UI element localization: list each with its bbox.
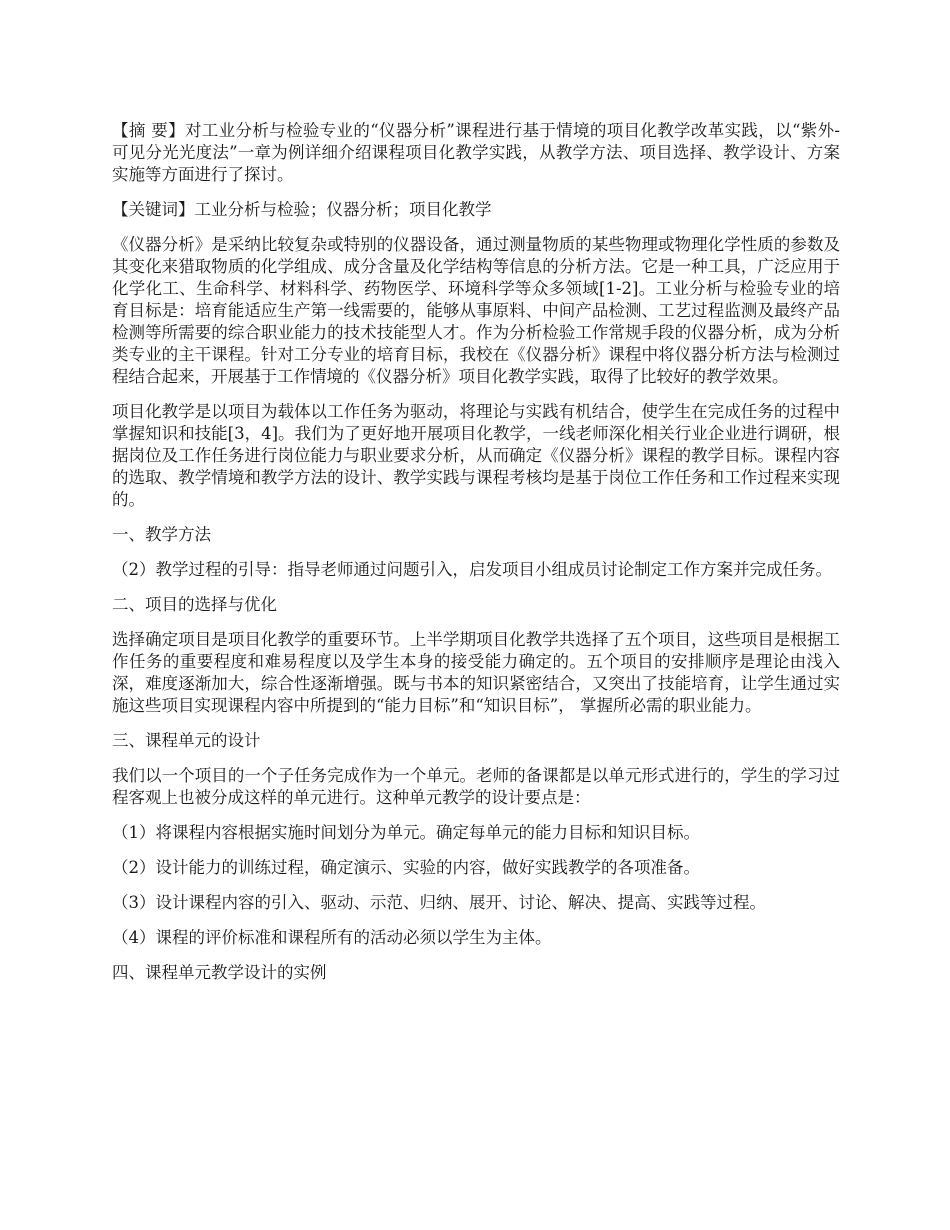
list-item: （1）将课程内容根据实施时间划分为单元。确定每单元的能力目标和知识目标。 bbox=[112, 823, 700, 842]
section-heading-teaching-method: 一、教学方法 bbox=[112, 525, 211, 544]
document-body bbox=[112, 120, 840, 997]
project-teaching-paragraph: 项目化教学是以项目为载体以工作任务为驱动，将理论与实践有机结合，使学生在完成任务的过程中掌握知识和技能[3，4]。我们为了更好地开展项目化教学，一线老师深化相关行业企业进行调研，根据岗位及工作任务进行岗位能力与职业要求分析，从而确定《仪器分析》课程的教学目标。课程内容的选取、教学情境和教学方法的设计、教学实践与课程考核均是基于岗位工作任务和工作过程来实现的。 bbox=[112, 402, 840, 509]
list-item: （4）课程的评价标准和课程所有的活动必须以学生为主体。 bbox=[112, 928, 552, 947]
unit-design-paragraph: 我们以一个项目的一个子任务完成作为一个单元。老师的备课都是以单元形式进行的，学生的学习过程客观上也被分成这样的单元进行。这种单元教学的设计要点是： bbox=[112, 766, 840, 807]
list-item: （2）设计能力的训练过程，确定演示、实验的内容，做好实践教学的各项准备。 bbox=[112, 858, 700, 877]
keywords-paragraph: 【关键词】工业分析与检验；仪器分析；项目化教学 bbox=[112, 200, 492, 219]
abstract-paragraph: 【摘 要】对工业分析与检验专业的“仪器分析”课程进行基于情境的项目化教学改革实践，以“紫外-可见分光光度法”一章为例详细介绍课程项目化教学实践，从教学方法、项目选择、教学设计、方案实施等方面进行了探讨。 bbox=[112, 121, 840, 184]
section-heading-unit-example: 四、课程单元教学设计的实例 bbox=[112, 963, 327, 982]
section-heading-project-selection: 二、项目的选择与优化 bbox=[112, 595, 277, 614]
teaching-guidance-paragraph: （2）教学过程的引导：指导老师通过问题引入，启发项目小组成员讨论制定工作方案并完成任务。 bbox=[112, 560, 832, 579]
intro-paragraph: 《仪器分析》是采纳比较复杂或特别的仪器设备，通过测量物质的某些物理或物理化学性质的参数及其变化来猎取物质的化学组成、成分含量及化学结构等信息的分析方法。它是一种工具，广泛应用于化学化工、生命科学、材料科学、药物医学、环境科学等众多领域[1-2]。工业分析与检验专业的培育目标是：培育能适应生产第一线需要的，能够从事原料、中间产品检测、工艺过程监测及最终产品检测等所需要的综合职业能力的技术技能型人才。作为分析检验工作常规手段的仪器分析，成为分析类专业的主干课程。针对工分专业的培育目标，我校在《仪器分析》课程中将仪器分析方法与检测过程结合起来，开展基于工作情境的《仪器分析》项目化教学实践，取得了比较好的教学效果。 bbox=[112, 235, 840, 386]
section-heading-unit-design: 三、课程单元的设计 bbox=[112, 731, 261, 750]
list-item: （3）设计课程内容的引入、驱动、示范、归纳、展开、讨论、解决、提高、实践等过程。 bbox=[112, 893, 766, 912]
project-selection-paragraph: 选择确定项目是项目化教学的重要环节。上半学期项目化教学共选择了五个项目，这些项目是根据工作任务的重要程度和难易程度以及学生本身的接受能力确定的。五个项目的安排顺序是理论由浅入深，难度逐渐加大，综合性逐渐增强。既与书本的知识紧密结合，又突出了技能培育，让学生通过实施这些项目实现课程内容中所提到的“能力目标”和“知识目标”， 掌握所必需的职业能力。 bbox=[112, 630, 840, 715]
